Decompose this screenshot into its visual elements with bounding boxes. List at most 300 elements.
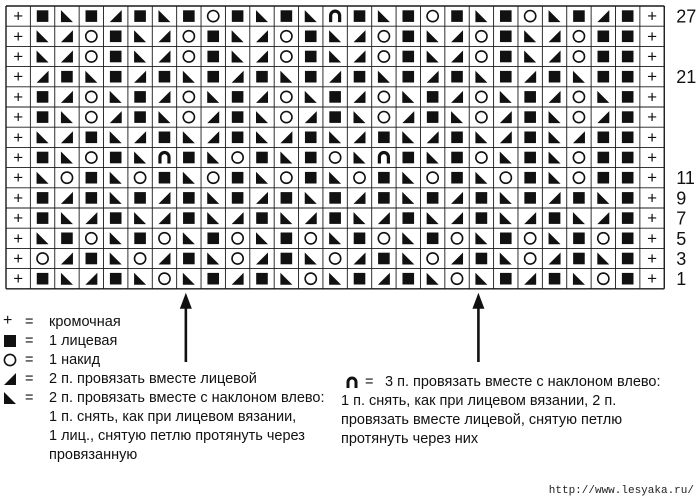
right-slant-triangle-icon	[451, 51, 463, 63]
left-slant-triangle-icon	[573, 273, 585, 285]
knit-square-icon	[183, 10, 195, 22]
knit-square-icon	[207, 71, 219, 83]
edge-stitch-symbol: +	[13, 87, 24, 107]
left-slant-triangle-icon	[524, 30, 536, 42]
knit-square-icon	[451, 71, 463, 83]
yarn-over-circle-icon	[427, 11, 438, 22]
edge-stitch-symbol: +	[647, 208, 658, 228]
left-slant-triangle-icon	[134, 30, 146, 42]
row-number-label: 11	[676, 168, 695, 189]
knit-square-icon	[281, 192, 293, 204]
yarn-over-circle-icon	[305, 233, 316, 244]
knit-square-icon	[256, 152, 268, 164]
knit-square-icon	[622, 253, 634, 265]
yarn-over-circle-icon	[37, 253, 48, 264]
equals-sign: =	[25, 352, 34, 368]
knit-square-icon	[110, 51, 122, 63]
knit-square-icon	[598, 51, 610, 63]
left-slant-triangle-icon	[183, 273, 195, 285]
knit-square-icon	[329, 91, 341, 103]
yarn-over-circle-icon	[330, 152, 341, 163]
knit-square-icon	[232, 172, 244, 184]
knit-square-icon	[549, 273, 561, 285]
row-number-label: 21	[676, 67, 697, 88]
left-slant-triangle-icon	[61, 212, 73, 224]
right-slant-triangle-icon	[61, 91, 73, 103]
edge-stitch-symbol: +	[13, 47, 24, 66]
left-slant-triangle-icon	[500, 91, 512, 103]
right-slant-triangle-icon	[597, 212, 609, 224]
yarn-over-circle-icon	[183, 112, 194, 123]
knit-square-icon	[378, 172, 390, 184]
knit-square-icon	[232, 132, 244, 144]
knit-square-icon	[159, 132, 171, 144]
yarn-over-circle-icon	[281, 31, 292, 42]
left-slant-triangle-icon	[85, 71, 97, 83]
yarn-over-circle-icon	[378, 91, 389, 102]
right-slant-triangle-icon	[451, 192, 463, 204]
yarn-over-circle-icon	[281, 112, 292, 123]
left-slant-triangle-icon	[329, 172, 341, 184]
knit-square-icon	[61, 71, 73, 83]
edge-stitch-symbol: +	[647, 269, 658, 289]
left-slant-triangle-icon	[37, 232, 49, 244]
knit-square-icon	[524, 91, 536, 103]
left-slant-triangle-icon	[402, 192, 414, 204]
knit-square-icon	[207, 31, 219, 43]
left-slant-triangle-icon	[475, 71, 487, 83]
knit-square-icon	[524, 132, 536, 144]
knit-square-icon	[378, 132, 390, 144]
right-slant-triangle-icon	[549, 253, 561, 265]
knit-square-icon	[86, 253, 98, 265]
knit-square-icon	[622, 152, 634, 164]
yarn-over-circle-icon	[525, 253, 536, 264]
right-slant-triangle-icon	[110, 10, 122, 22]
left-slant-triangle-icon	[354, 111, 366, 123]
right-slant-triangle-icon	[451, 253, 463, 265]
knit-square-icon	[354, 233, 366, 245]
edge-stitch-label: кромочная	[49, 314, 121, 330]
yarn-over-circle-icon	[476, 112, 487, 123]
left-slant-triangle-icon	[329, 232, 341, 244]
knit-square-icon	[354, 273, 366, 285]
yarn-over-circle-icon	[476, 51, 487, 62]
ssk-text-3: 1 лиц., снятую петлю протянуть через	[49, 428, 305, 444]
edge-stitch-symbol: +	[647, 228, 658, 248]
knit-square-icon	[329, 111, 341, 123]
yarn-over-circle-icon	[427, 172, 438, 183]
yarn-over-circle-icon	[573, 112, 584, 123]
right-slant-triangle-icon	[451, 212, 463, 224]
yarn-over-circle-icon	[378, 31, 389, 42]
left-slant-triangle-icon	[427, 30, 439, 42]
edge-stitch-symbol: +	[13, 6, 24, 26]
left-slant-triangle-icon	[110, 172, 122, 184]
right-slant-triangle-icon	[207, 131, 219, 143]
knit-square-icon	[622, 51, 634, 63]
knit-square-icon	[402, 212, 414, 224]
left-slant-triangle-icon	[597, 253, 609, 265]
yarn-over-circle-icon	[598, 233, 609, 244]
right-slant-triangle-icon	[500, 111, 512, 123]
knit-square-icon	[61, 233, 73, 245]
left-slant-triangle-icon	[61, 152, 73, 164]
knit-square-icon	[37, 10, 49, 22]
left-slant-triangle-icon	[305, 253, 317, 265]
left-slant-triangle-icon	[549, 172, 561, 184]
left-slant-triangle-icon	[427, 273, 439, 285]
knit-square-icon	[37, 273, 49, 285]
left-slant-triangle-icon	[475, 10, 487, 22]
k3tog-text-4: протянуть через них	[341, 431, 479, 447]
watermark-url: http://www.lesyaka.ru/	[548, 485, 694, 497]
right-slant-triangle-icon	[402, 111, 414, 123]
knit-square-icon	[500, 10, 512, 22]
yarn-over-circle-icon	[183, 91, 194, 102]
k3tog-text-2: 1 п. снять, как при лицевом вязании, 2 п.	[341, 393, 617, 409]
knit-square-icon	[305, 132, 317, 144]
right-slant-triangle-icon	[549, 51, 561, 63]
right-slant-triangle-icon	[305, 111, 317, 123]
yarn-over-circle-icon	[86, 91, 97, 102]
yarn-over-circle-icon	[476, 152, 487, 163]
left-slant-triangle-icon	[110, 232, 122, 244]
left-slant-triangle-icon	[61, 10, 73, 22]
knit-square-icon	[622, 10, 634, 22]
knit-square-icon	[622, 132, 634, 144]
left-slant-triangle-icon	[451, 111, 463, 123]
knit-square-icon	[256, 273, 268, 285]
knit-square-icon	[305, 152, 317, 164]
arch-icon	[345, 375, 359, 389]
knit-square-icon	[622, 71, 634, 83]
right-slant-triangle-icon	[232, 212, 244, 224]
knit-square-icon	[305, 31, 317, 43]
equals-sign: =	[25, 314, 34, 330]
row-number-label: 7	[676, 208, 687, 229]
yarn-over-circle-icon	[86, 233, 97, 244]
knit-square-icon	[500, 51, 512, 63]
knit-square-icon	[451, 152, 463, 164]
k2tog-label: 2 п. провязать вместе лицевой	[49, 371, 257, 387]
right-slant-triangle-icon	[354, 131, 366, 143]
left-slant-triangle-icon	[207, 253, 219, 265]
right-slant-triangle-icon	[232, 71, 244, 83]
left-slant-triangle-icon	[183, 232, 195, 244]
knit-square-icon	[451, 172, 463, 184]
knit-square-icon	[476, 212, 488, 224]
knit-square-icon	[183, 212, 195, 224]
edge-stitch-symbol: +	[647, 168, 658, 188]
right-slant-triangle-icon	[61, 51, 73, 63]
left-slant-triangle-icon	[183, 131, 195, 143]
knit-square-icon	[524, 192, 536, 204]
knit-square-icon	[232, 91, 244, 103]
right-slant-triangle-icon	[158, 253, 170, 265]
right-slant-triangle-icon	[378, 212, 390, 224]
right-slant-triangle-icon	[134, 131, 146, 143]
left-slant-triangle-icon	[427, 152, 439, 164]
left-slant-triangle-icon	[475, 232, 487, 244]
left-slant-triangle-icon	[110, 253, 122, 265]
row-number-label: 5	[676, 228, 687, 249]
knit-square-icon	[305, 51, 317, 63]
knit-square-icon	[37, 111, 49, 123]
left-slant-triangle-icon	[232, 30, 244, 42]
knit-square-icon	[207, 233, 219, 245]
left-slant-triangle-icon	[110, 131, 122, 143]
right-slant-triangle-icon	[134, 71, 146, 83]
right-slant-triangle-icon	[3, 372, 17, 386]
left-slant-triangle-icon	[37, 172, 49, 184]
arch-icon	[379, 153, 388, 164]
edge-stitch-symbol: +	[647, 87, 658, 107]
knit-square-icon	[134, 233, 146, 245]
right-slant-triangle-icon	[61, 192, 73, 204]
yarn-over-circle-icon	[354, 172, 365, 183]
yarn-over-circle-icon	[598, 273, 609, 284]
equals-sign: =	[25, 371, 34, 387]
yarn-over-circle-icon	[378, 51, 389, 62]
yarn-over-circle-icon	[476, 31, 487, 42]
knit-square-icon	[159, 172, 171, 184]
knit-square-icon	[183, 152, 195, 164]
left-slant-triangle-icon	[183, 71, 195, 83]
knit-square-icon	[183, 192, 195, 204]
yarn-over-circle-icon	[281, 172, 292, 183]
left-slant-triangle-icon	[354, 152, 366, 164]
yarn-over-circle-icon	[378, 233, 389, 244]
yarn-over-circle-icon	[86, 51, 97, 62]
knit-square-icon	[110, 71, 122, 83]
left-slant-triangle-icon	[329, 273, 341, 285]
edge-stitch-symbol: +	[647, 6, 658, 26]
right-slant-triangle-icon	[378, 273, 390, 285]
right-slant-triangle-icon	[451, 91, 463, 103]
knit-square-icon	[500, 31, 512, 43]
right-slant-triangle-icon	[500, 131, 512, 143]
left-slant-triangle-icon	[475, 131, 487, 143]
right-slant-triangle-icon	[524, 273, 536, 285]
yarn-over-circle-icon	[573, 51, 584, 62]
knit-square-icon	[598, 132, 610, 144]
right-slant-triangle-icon	[158, 30, 170, 42]
yarn-over-circle-icon	[3, 353, 17, 367]
yarn-over-circle-icon	[159, 233, 170, 244]
left-slant-triangle-icon	[61, 111, 73, 123]
knit-square-icon	[402, 71, 414, 83]
left-slant-triangle-icon	[183, 172, 195, 184]
yarn-over-circle-icon	[134, 172, 145, 183]
right-slant-triangle-icon	[61, 253, 73, 265]
edge-stitch-symbol: +	[647, 107, 658, 127]
yarn-over-circle-icon	[451, 233, 462, 244]
knit-square-icon	[110, 31, 122, 43]
yarn-over-circle-icon	[525, 233, 536, 244]
k3tog-label-line-1: 3 п. провязать вместе с наклоном влево:	[385, 374, 661, 390]
knit-square-icon	[402, 10, 414, 22]
left-slant-triangle-icon	[61, 273, 73, 285]
knit-label: 1 лицевая	[49, 333, 118, 349]
right-slant-triangle-icon	[85, 273, 97, 285]
left-slant-triangle-icon	[329, 30, 341, 42]
knit-square-icon	[134, 192, 146, 204]
yarn-over-circle-icon	[525, 11, 536, 22]
yarn-over-label: 1 накид	[49, 352, 101, 368]
knit-square-icon	[549, 212, 561, 224]
left-slant-triangle-icon	[378, 10, 390, 22]
right-slant-triangle-icon	[354, 91, 366, 103]
left-slant-triangle-icon	[427, 51, 439, 63]
yarn-over-circle-icon	[573, 91, 584, 102]
yarn-over-circle-icon	[208, 11, 219, 22]
left-slant-triangle-icon	[134, 273, 146, 285]
knit-square-icon	[207, 273, 219, 285]
left-slant-triangle-icon	[378, 71, 390, 83]
left-slant-triangle-icon	[475, 273, 487, 285]
left-slant-triangle-icon	[280, 212, 292, 224]
left-slant-triangle-icon	[158, 10, 170, 22]
knit-square-icon	[622, 233, 634, 245]
right-slant-triangle-icon	[329, 71, 341, 83]
knit-square-icon	[500, 273, 512, 285]
equals-sign: =	[25, 390, 34, 406]
edge-stitch-symbol: +	[13, 148, 24, 167]
right-slant-triangle-icon	[37, 71, 49, 83]
edge-stitch-symbol: +	[13, 127, 24, 147]
edge-stitch-symbol: +	[13, 269, 24, 289]
left-slant-triangle-icon	[402, 91, 414, 103]
right-slant-triangle-icon	[61, 30, 73, 42]
knit-square-icon	[622, 31, 634, 43]
knit-square-icon	[427, 111, 439, 123]
right-slant-triangle-icon	[427, 131, 439, 143]
ssk-text-4: провязанную	[49, 447, 138, 463]
right-slant-triangle-icon	[232, 273, 244, 285]
knit-square-icon	[573, 253, 585, 265]
left-slant-triangle-icon	[280, 152, 292, 164]
ssk-label-line-1: 2 п. провязать вместе с наклоном влево:	[49, 390, 325, 406]
knit-square-icon	[159, 71, 171, 83]
knit-square-icon	[451, 10, 463, 22]
right-slant-triangle-icon	[85, 212, 97, 224]
knit-square-icon	[354, 10, 366, 22]
row-number-label: 1	[676, 269, 687, 290]
left-slant-triangle-icon	[305, 91, 317, 103]
left-slant-triangle-icon	[573, 212, 585, 224]
left-slant-triangle-icon	[256, 111, 268, 123]
edge-stitch-symbol: +	[13, 26, 24, 46]
row-number-label: 9	[676, 188, 687, 209]
knit-square-icon	[622, 172, 634, 184]
knit-square-icon	[232, 10, 244, 22]
yarn-over-circle-icon	[183, 51, 194, 62]
knit-square-icon	[110, 152, 122, 164]
yarn-over-circle-icon	[134, 253, 145, 264]
yarn-over-circle-icon	[159, 273, 170, 284]
left-slant-triangle-icon	[280, 273, 292, 285]
right-slant-triangle-icon	[158, 192, 170, 204]
knit-square-icon	[524, 111, 536, 123]
right-slant-triangle-icon	[158, 51, 170, 63]
edge-stitch-symbol: +	[647, 26, 658, 46]
left-slant-triangle-icon	[549, 10, 561, 22]
knit-square-icon	[402, 51, 414, 63]
knit-square-icon	[378, 253, 390, 265]
left-slant-triangle-icon	[37, 51, 49, 63]
knit-square-icon	[573, 10, 585, 22]
left-slant-triangle-icon	[500, 212, 512, 224]
knit-square-icon	[86, 172, 98, 184]
right-slant-triangle-icon	[158, 91, 170, 103]
edge-stitch-symbol: +	[13, 107, 24, 127]
left-slant-triangle-icon	[37, 30, 49, 42]
arch-icon	[160, 153, 169, 164]
edge-stitch-symbol: +	[13, 249, 24, 268]
left-slant-triangle-icon	[573, 71, 585, 83]
left-slant-triangle-icon	[207, 192, 219, 204]
knit-square-icon	[598, 71, 610, 83]
knit-square-icon	[598, 172, 610, 184]
yarn-over-circle-icon	[86, 31, 97, 42]
knit-square-icon	[37, 192, 49, 204]
knit-square-icon	[281, 233, 293, 245]
left-slant-triangle-icon	[549, 152, 561, 164]
left-slant-triangle-icon	[597, 192, 609, 204]
edge-stitch-symbol: +	[13, 188, 24, 208]
right-slant-triangle-icon	[597, 111, 609, 123]
edge-stitch-symbol: +	[647, 47, 658, 66]
left-slant-triangle-icon	[402, 232, 414, 244]
knit-square-icon	[305, 172, 317, 184]
left-slant-triangle-icon	[549, 111, 561, 123]
yarn-over-circle-icon	[232, 253, 243, 264]
knit-square-icon	[451, 132, 463, 144]
yarn-over-circle-icon	[86, 152, 97, 163]
left-slant-triangle-icon	[475, 172, 487, 184]
equals-sign: =	[25, 333, 34, 349]
yarn-over-circle-icon	[86, 112, 97, 123]
left-slant-triangle-icon	[37, 131, 49, 143]
knit-square-icon	[354, 71, 366, 83]
yarn-over-circle-icon	[232, 152, 243, 163]
knit-square-icon	[207, 51, 219, 63]
knit-square-icon	[524, 152, 536, 164]
knit-square-icon	[622, 212, 634, 224]
left-slant-triangle-icon	[256, 10, 268, 22]
knit-square-icon	[598, 31, 610, 43]
knit-square-icon	[622, 91, 634, 103]
right-slant-triangle-icon	[110, 111, 122, 123]
left-slant-triangle-icon	[402, 131, 414, 143]
knit-square-icon	[622, 273, 634, 285]
knit-square-icon	[134, 111, 146, 123]
right-slant-triangle-icon	[524, 71, 536, 83]
yarn-over-circle-icon	[476, 91, 487, 102]
row-number-label: 3	[676, 249, 687, 269]
yarn-over-circle-icon	[500, 172, 511, 183]
edge-stitch-symbol: +	[13, 168, 24, 188]
knit-square-icon	[427, 192, 439, 204]
right-slant-triangle-icon	[354, 51, 366, 63]
yarn-over-circle-icon	[208, 172, 219, 183]
left-slant-triangle-icon	[134, 152, 146, 164]
left-slant-triangle-icon	[207, 91, 219, 103]
knit-square-icon	[573, 192, 585, 204]
knit-square-icon	[110, 273, 122, 285]
left-slant-triangle-icon	[354, 212, 366, 224]
